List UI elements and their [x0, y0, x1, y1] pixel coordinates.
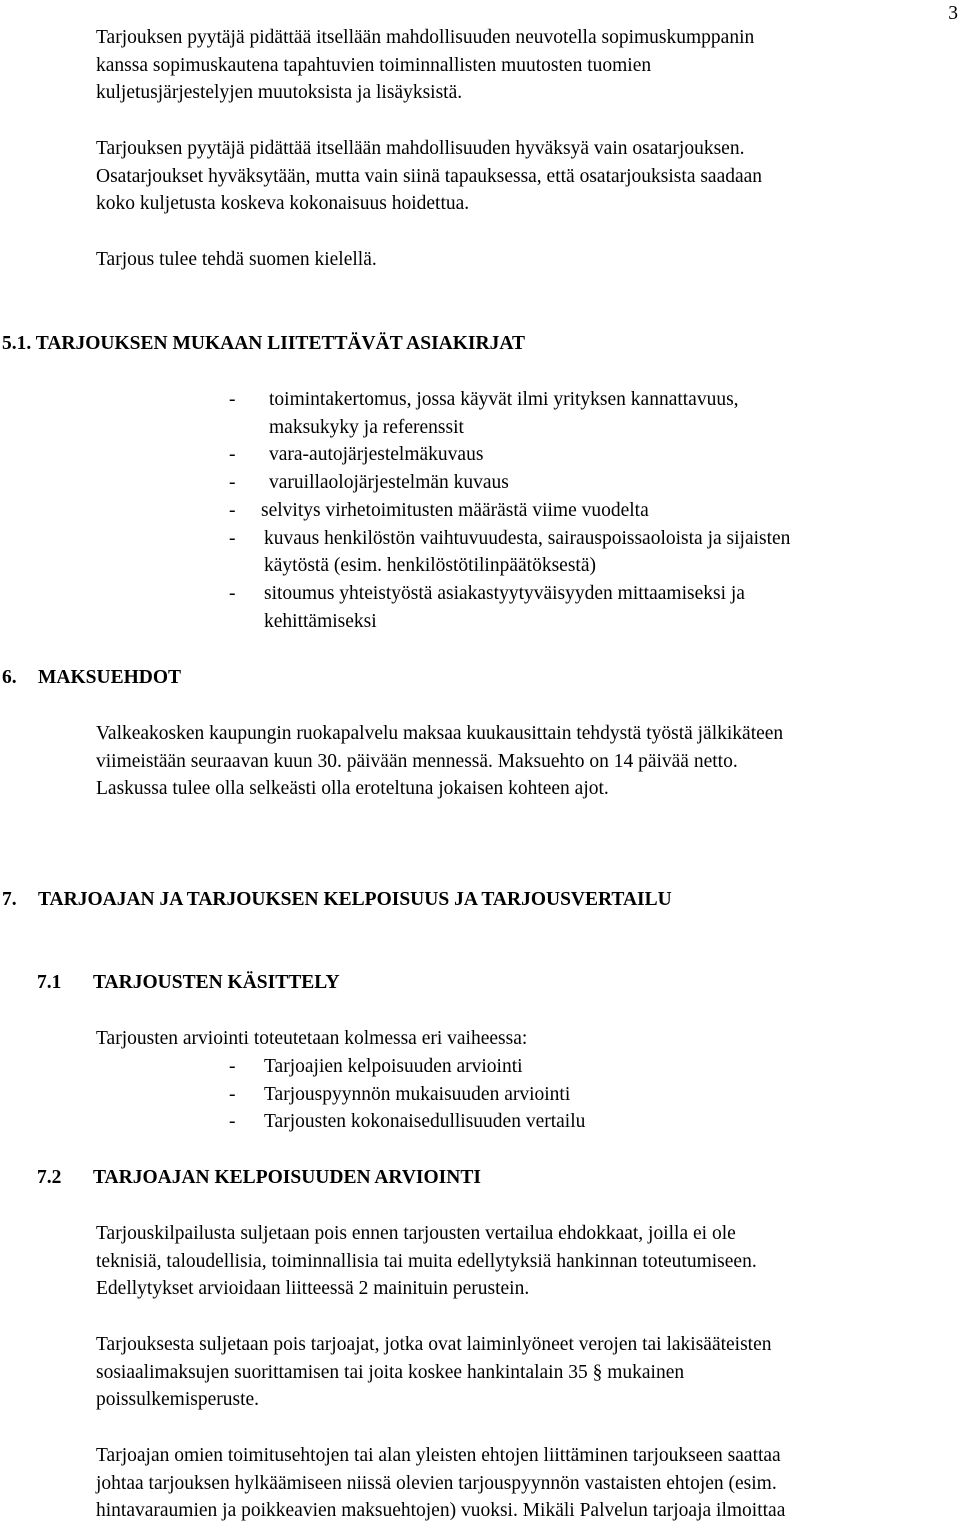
- text-line: poissulkemisperuste.: [96, 1389, 260, 1411]
- list-dash: -: [229, 444, 236, 466]
- page-number: 3: [948, 3, 958, 24]
- list-item-text: varuillaolojärjestelmän kuvaus: [269, 472, 509, 494]
- text-line: Tarjousten arviointi toteutetaan kolmessa eri vaiheessa:: [96, 1028, 528, 1049]
- list-item: [229, 580, 790, 608]
- intro-paragraph-3: [96, 246, 956, 274]
- text-line: Laskussa tulee olla selkeästi olla eroteltuna jokaisen kohteen ajot.: [96, 778, 609, 800]
- list-item-text: selvitys virhetoimitusten määrästä viime vuodelta: [261, 499, 649, 521]
- section-number: 7.: [2, 889, 17, 910]
- list-item-continuation: kehittämiseksi: [264, 610, 377, 632]
- section-number: 7.2: [37, 1167, 62, 1188]
- intro-paragraph-2: [96, 135, 956, 218]
- list-item: [229, 441, 790, 469]
- section-title: TARJOUSTEN KÄSITTELY: [93, 972, 340, 993]
- section-7-2-paragraph-3: [96, 1442, 956, 1525]
- list-dash: -: [229, 1083, 236, 1105]
- text-line: Tarjous tulee tehdä suomen kielellä.: [96, 249, 377, 270]
- list-item: [229, 1081, 585, 1109]
- section-7-1-intro: [96, 1025, 956, 1053]
- list-item-text: kuvaus henkilöstön vaihtuvuudesta, sairauspoissaoloista ja sijaisten: [264, 527, 791, 549]
- text-line: teknisiä, taloudellisia, toiminnallisia tai muita edellytyksiä hankinnan toteutumiseen.: [96, 1250, 757, 1272]
- text-line: Tarjouksen pyytäjä pidättää itsellään mahdollisuuden neuvotella sopimuskumppanin: [96, 27, 755, 48]
- text-line: kuljetusjärjestelyjen muutoksista ja lisäyksistä.: [96, 82, 463, 104]
- section-number: 7.1: [37, 972, 62, 993]
- section-title: TARJOAJAN KELPOISUUDEN ARVIOINTI: [93, 1167, 481, 1188]
- text-line: Edellytykset arvioidaan liitteessä 2 mainituin perustein.: [96, 1278, 530, 1300]
- section-title: TARJOAJAN JA TARJOUKSEN KELPOISUUS JA TARJOUSVERTAILU: [38, 889, 672, 910]
- list-item-text: Tarjouspyynnön mukaisuuden arviointi: [264, 1083, 571, 1105]
- list-item-text: toimintakertomus, jossa käyvät ilmi yrityksen kannattavuus,: [269, 389, 739, 410]
- list-dash: -: [229, 472, 236, 494]
- list-item-text: vara-autojärjestelmäkuvaus: [269, 444, 484, 466]
- text-line: sosiaalimaksujen suorittamisen tai joita koskee hankintalain 35 § mukainen: [96, 1361, 685, 1383]
- text-line: Tarjouksen pyytäjä pidättää itsellään mahdollisuuden hyväksyä vain osatarjouksen.: [96, 138, 745, 159]
- list-item: [229, 497, 790, 525]
- section-6-paragraph: [96, 720, 956, 803]
- list-item: [229, 386, 790, 414]
- text-line: koko kuljetusta koskeva kokonaisuus hoidettua.: [96, 193, 470, 215]
- text-line: Valkeakosken kaupungin ruokapalvelu maksaa kuukausittain tehdystä työstä jälkikäteen: [96, 723, 784, 744]
- section-7-2-paragraph-2: [96, 1331, 956, 1414]
- list-item: [229, 525, 790, 553]
- section-title: MAKSUEHDOT: [38, 667, 182, 688]
- text-line: Osatarjoukset hyväksytään, mutta vain siinä tapauksessa, että osatarjouksista saadaan: [96, 165, 763, 187]
- section-5-1-list: [229, 386, 790, 635]
- list-item: [229, 469, 790, 497]
- text-line: Tarjoajan omien toimitusehtojen tai alan yleisten ehtojen liittäminen tarjoukseen saattaa: [96, 1445, 781, 1466]
- list-item-text: Tarjousten kokonaisedullisuuden vertailu: [264, 1111, 586, 1133]
- text-line: kanssa sopimuskautena tapahtuvien toiminnallisten muutosten tuomien: [96, 54, 652, 76]
- list-item-continuation: käytöstä (esim. henkilöstötilinpäätöksestä): [264, 555, 596, 577]
- list-dash: -: [229, 1111, 236, 1133]
- section-number: 6.: [2, 667, 17, 688]
- list-item-continuation: maksukyky ja referenssit: [269, 416, 464, 438]
- list-item: [229, 1108, 585, 1136]
- section-7-2-heading: [37, 1164, 481, 1192]
- section-7-1-list: [229, 1053, 585, 1136]
- list-item-text: Tarjoajien kelpoisuuden arviointi: [264, 1056, 523, 1077]
- text-line: Tarjouskilpailusta suljetaan pois ennen tarjousten vertailua ehdokkaat, joilla ei ole: [96, 1223, 736, 1244]
- section-7-1-heading: [37, 969, 340, 997]
- section-7-heading: [2, 886, 672, 914]
- text-line: viimeistään seuraavan kuun 30. päivään mennessä. Maksuehto on 14 päivää netto.: [96, 750, 738, 772]
- intro-paragraph-1: [96, 24, 956, 107]
- list-dash: -: [229, 527, 236, 549]
- section-5-1-heading: 5.1. TARJOUKSEN MUKAAN LIITETTÄVÄT ASIAKIRJAT: [2, 333, 525, 354]
- section-7-2-paragraph-1: [96, 1220, 956, 1303]
- list-dash: -: [229, 499, 236, 521]
- text-line: hintavaraumien ja poikkeavien maksuehtojen) vuoksi. Mikäli Palvelun tarjoaja ilmoittaa: [96, 1500, 786, 1522]
- section-6-heading: [2, 664, 181, 692]
- list-dash: -: [229, 389, 236, 410]
- list-item: [229, 1053, 585, 1081]
- list-dash: -: [229, 582, 236, 604]
- list-item-text: sitoumus yhteistyöstä asiakastyytyväisyyden mittaamiseksi ja: [264, 582, 745, 604]
- text-line: Tarjouksesta suljetaan pois tarjoajat, jotka ovat laiminlyöneet verojen tai lakisääteisten: [96, 1334, 772, 1355]
- text-line: johtaa tarjouksen hylkäämiseen niissä olevien tarjouspyynnön vastaisten ehtojen (esim.: [96, 1472, 777, 1494]
- list-dash: -: [229, 1056, 236, 1077]
